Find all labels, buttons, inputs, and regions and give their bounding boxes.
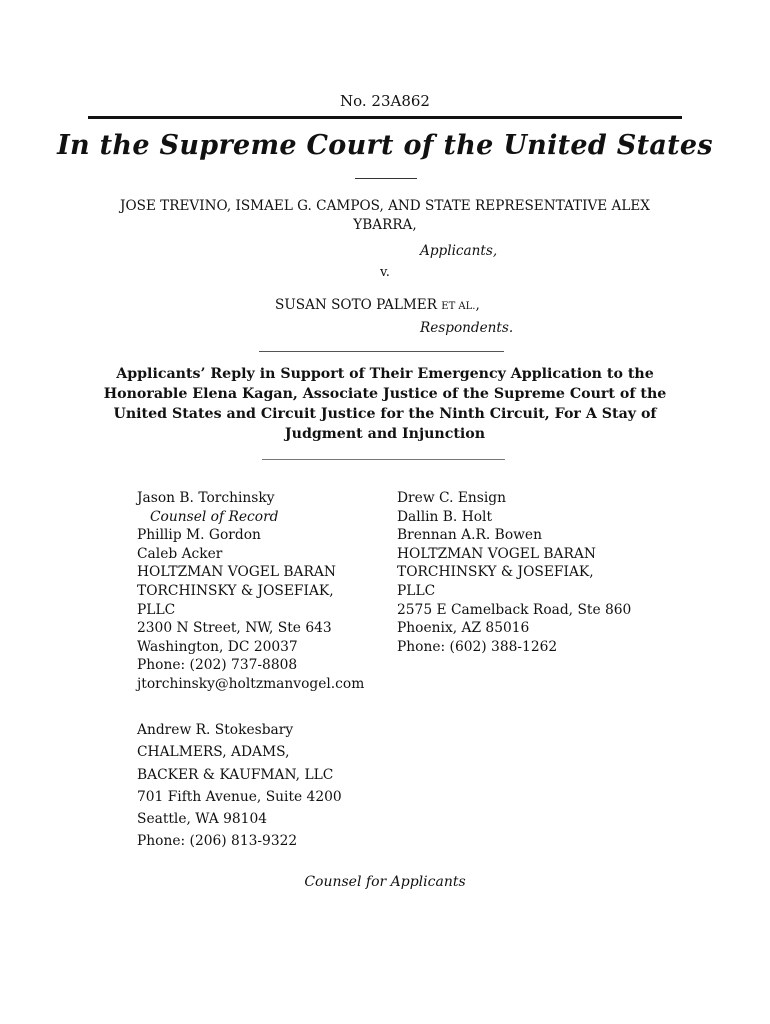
counsel-line: Phone: (202) 737-8808	[137, 657, 298, 674]
counsel-line: CHALMERS, ADAMS,	[137, 744, 290, 761]
counsel-line: HOLTZMAN VOGEL BARAN	[397, 545, 596, 562]
counsel-line: TORCHINSKY & JOSEFIAK,	[397, 564, 594, 581]
counsel-line: BACKER & KAUFMAN, LLC	[137, 766, 334, 783]
counsel-line: TORCHINSKY & JOSEFIAK,	[137, 582, 334, 599]
counsel-block-left	[137, 489, 364, 694]
header-rule	[88, 116, 682, 119]
counsel-line: Dallin B. Holt	[397, 508, 493, 525]
counsel-of-record: Counsel of Record	[150, 508, 279, 525]
counsel-line: Seattle, WA 98104	[137, 811, 268, 828]
respondent-suffix: ET AL.	[441, 301, 476, 312]
counsel-line: Phone: (206) 813-9322	[137, 833, 298, 850]
versus: v.	[380, 265, 390, 280]
counsel-line: 701 Fifth Avenue, Suite 4200	[137, 788, 342, 805]
counsel-line: Phoenix, AZ 85016	[397, 620, 530, 637]
respondent-punct: ,	[475, 297, 480, 313]
document-title: Applicants’ Reply in Support of Their Emergency Application to the Honorable Elena Kagan, Associate Justice of the Supreme Court of the United States and Circuit Justice for the Ninth Circuit, For A Stay of Judgment and Injunction	[103, 366, 667, 442]
respondent-name-text: SUSAN SOTO PALMER	[275, 297, 437, 313]
counsel-block-bottom	[137, 719, 342, 853]
counsel-line: PLLC	[137, 601, 176, 618]
separator-bottom	[262, 459, 505, 460]
counsel-for-applicants: Counsel for Applicants	[304, 874, 466, 890]
court-name: In the Supreme Court of the United States	[57, 130, 713, 161]
counsel-email: jtorchinsky@holtzmanvogel.com	[137, 675, 365, 692]
applicants-names: JOSE TREVINO, ISMAEL G. CAMPOS, AND STATE REPRESENTATIVE ALEX YBARRA,	[120, 198, 650, 233]
respondent-name	[275, 297, 480, 313]
counsel-line: Jason B. Torchinsky	[137, 490, 275, 506]
counsel-line: Phone: (602) 388-1262	[397, 638, 558, 655]
respondents-label: Respondents.	[420, 320, 514, 336]
counsel-line: Brennan A.R. Bowen	[397, 527, 542, 544]
counsel-line: Caleb Acker	[137, 545, 223, 562]
counsel-line: Drew C. Ensign	[397, 490, 507, 506]
counsel-line: Washington, DC 20037	[137, 638, 298, 655]
counsel-line: HOLTZMAN VOGEL BARAN	[137, 564, 336, 581]
counsel-line: 2575 E Camelback Road, Ste 860	[397, 601, 632, 618]
separator-middle	[259, 351, 504, 352]
separator-short	[355, 178, 417, 179]
counsel-block-right	[397, 489, 631, 656]
counsel-line: 2300 N Street, NW, Ste 643	[137, 620, 332, 637]
counsel-line: PLLC	[397, 582, 436, 599]
counsel-line: Andrew R. Stokesbary	[137, 722, 294, 738]
docket-number: No. 23A862	[340, 92, 430, 110]
applicants-label: Applicants,	[420, 243, 498, 259]
counsel-line: Phillip M. Gordon	[137, 527, 261, 544]
